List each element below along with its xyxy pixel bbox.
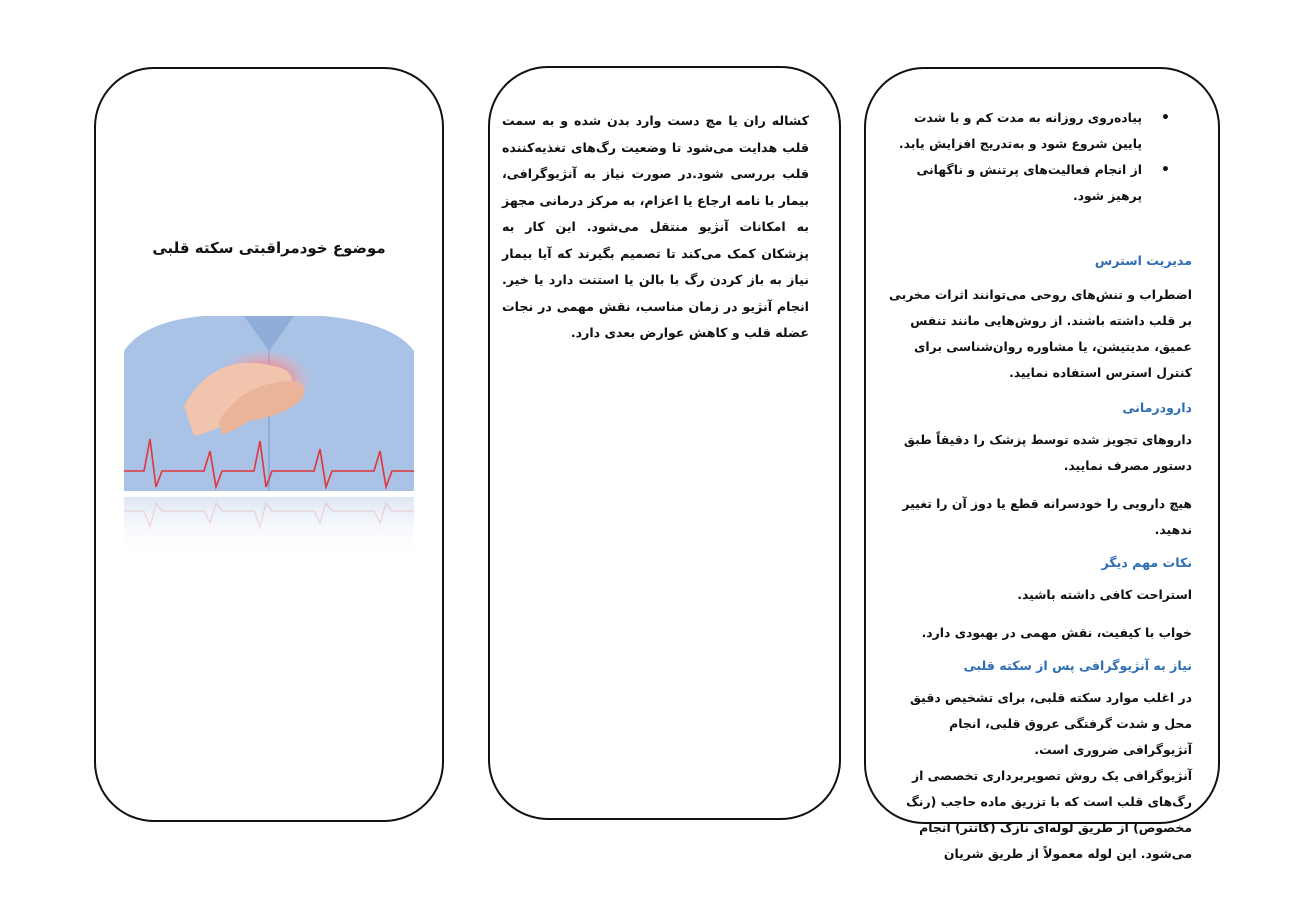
angio-heading: نیاز به آنژیوگرافی پس از سکته قلبی xyxy=(963,658,1192,673)
list-item: • از انجام فعالیت‌های پرتنش و ناگهانی پرهیز شود. xyxy=(884,157,1192,209)
drug-heading: دارودرمانی xyxy=(1122,400,1192,415)
bullet-icon: • xyxy=(1161,162,1170,178)
right-content xyxy=(884,105,1192,867)
activity-bullets xyxy=(884,105,1192,209)
stress-heading: مدیریت استرس xyxy=(1094,253,1192,268)
cover-title: موضوع خودمراقبتی سکته قلبی xyxy=(152,239,386,257)
brochure-panel-right xyxy=(864,67,1220,861)
drug-text-2: هیچ دارویی را خودسرانه قطع یا دوز آن را تغییر ندهید. xyxy=(902,496,1192,537)
list-item: • پیاده‌روی روزانه به مدت کم و با شدت پایین شروع شود و به‌تدریج افزایش یابد. xyxy=(884,105,1192,157)
heart-attack-photo xyxy=(124,311,414,561)
brochure-panel-cover xyxy=(94,67,444,822)
drug-text-1: داروهای تجویز شده توسط پزشک را دقیقاً طبق دستور مصرف نمایید. xyxy=(903,432,1192,473)
angio-text-1: در اغلب موارد سکته قلبی، برای تشخیص دقیق محل و شدت گرفتگی عروق قلبی، انجام آنژیوگرافی ضروری است. xyxy=(909,690,1192,757)
stress-text: اضطراب و تنش‌های روحی می‌توانند اثرات مخربی بر قلب داشته باشند. از روش‌هایی مانند تنفس عمیق، مدیتیشن، یا مشاوره روان‌شناسی برای کنترل استرس استفاده نمایید. xyxy=(889,287,1192,380)
brochure-panel-middle xyxy=(488,66,841,820)
angio-text-2: آنژیوگرافی یک روش تصویربرداری تخصصی از رگ‌های قلب است که با تزریق ماده حاجب (رنگ مخصوص) از طریق لوله‌ای نازک (کاتتر) انجام می‌شود. این لوله معمولاً از طریق شریان xyxy=(906,768,1192,861)
other-text-2: خواب با کیفیت، نقش مهمی در بهبودی دارد. xyxy=(921,625,1192,640)
other-text-1: استراحت کافی داشته باشید. xyxy=(1017,587,1192,602)
bullet-icon: • xyxy=(1161,110,1170,126)
angiography-continued-text: کشاله ران یا مچ دست وارد بدن شده و به سمت قلب هدایت می‌شود تا وضعیت رگ‌های تغذیه‌کننده قلب بررسی شود.در صورت نیاز به آنژیوگرافی، بیمار با نامه ارجاع یا اعزام، به مرکز درمانی مجهز به امکانات آنژیو منتقل می‌شود. این کار به پزشکان کمک می‌کند تا تصمیم بگیرند که آیا بیمار نیاز به باز کردن رگ با بالن یا استنت دارد یا خیر. انجام آنژیو در زمان مناسب، نقش مهمی در نجات عضله قلب و کاهش عوارض بعدی دارد. xyxy=(502,113,809,340)
other-heading: نکات مهم دیگر xyxy=(1101,555,1192,570)
